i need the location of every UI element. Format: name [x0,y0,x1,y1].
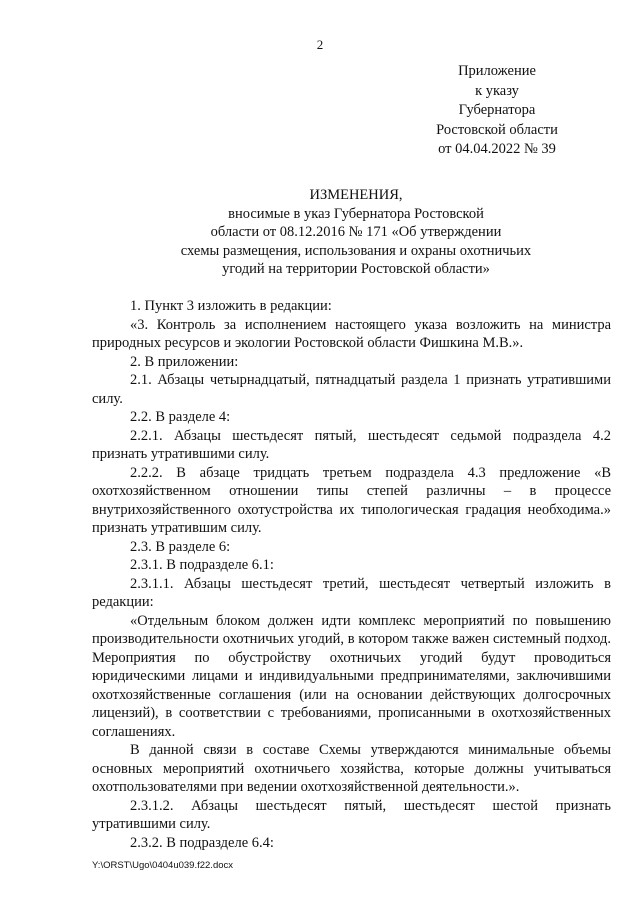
title-line: области от 08.12.2016 № 171 «Об утверждении [210,224,502,241]
paragraph: «Отдельным блоком должен идти комплекс мероприятий по повышению производительности охотничьих угодий, в котором также важен системный подход. Мероприятия по обустройству охотничьих угодий будут проводиться юридическими лицами и индивидуальными предпринимателями, заключившими охотхозяйственные соглашения (или на основании действующих долгосрочных лицензий), в соответствии с требованиями, прописанными в охотхозяйственных соглашениях. [92,612,611,740]
document-body [92,297,611,852]
paragraph: В данной связи в составе Схемы утверждаются минимальные объемы основных мероприятий охотничьего хозяйства, которые должны учитываться охотпользователями при ведении охотхозяйственной деятельности.». [92,742,611,795]
paragraph: «3. Контроль за исполнением настоящего указа возложить на министра природных ресурсов и экологии Ростовской области Фишкина М.В.». [92,316,611,351]
paragraph: 2.2.1. Абзацы шестьдесят пятый, шестьдесят седьмой подраздела 4.2 признать утратившими силу. [92,427,611,462]
paragraph: 2.3.1. В подразделе 6.1: [130,557,274,573]
title-line: вносимые в указ Губернатора Ростовской [228,205,484,222]
title-line: схемы размещения, использования и охраны охотничьих [180,242,532,259]
appendix-line: к указу [475,82,519,99]
paragraph: 2.3. В разделе 6: [130,538,231,555]
file-path-footer: Y:\ORST\Ugo\0404u039.f22.docx [92,860,234,871]
paragraph: 1. Пункт 3 изложить в редакции: [130,298,332,314]
paragraph: 2. В приложении: [130,353,239,370]
appendix-line: Губернатора [458,102,536,118]
paragraph: 2.3.1.1. Абзацы шестьдесят третий, шестьдесят четвертый изложить в редакции: [92,575,611,610]
title-line: угодий на территории Ростовской области» [222,261,490,278]
paragraph: 2.3.1.2. Абзацы шестьдесят пятый, шестьдесят шестой признать утратившими силу. [92,797,611,832]
page-number: 2 [316,37,324,52]
title-heading: ИЗМЕНЕНИЯ, [309,187,403,203]
appendix-line: Приложение [458,63,536,79]
paragraph: 2.2.2. В абзаце тридцать третьем подраздела 4.3 предложение «В охотхозяйственном отношении типы степей различны – в процессе внутрихозяйственного охотустройства их типологическая градация необходима.» признать утратившим силу. [92,464,611,536]
paragraph: 2.1. Абзацы четырнадцатый, пятнадцатый раздела 1 признать утратившими силу. [92,372,611,407]
paragraph: 2.3.2. В подразделе 6.4: [130,834,274,851]
appendix-line: от 04.04.2022 № 39 [438,141,556,157]
document-title [80,186,632,279]
appendix-block [402,62,592,160]
paragraph: 2.2. В разделе 4: [130,409,231,425]
appendix-line: Ростовской области [436,121,558,138]
